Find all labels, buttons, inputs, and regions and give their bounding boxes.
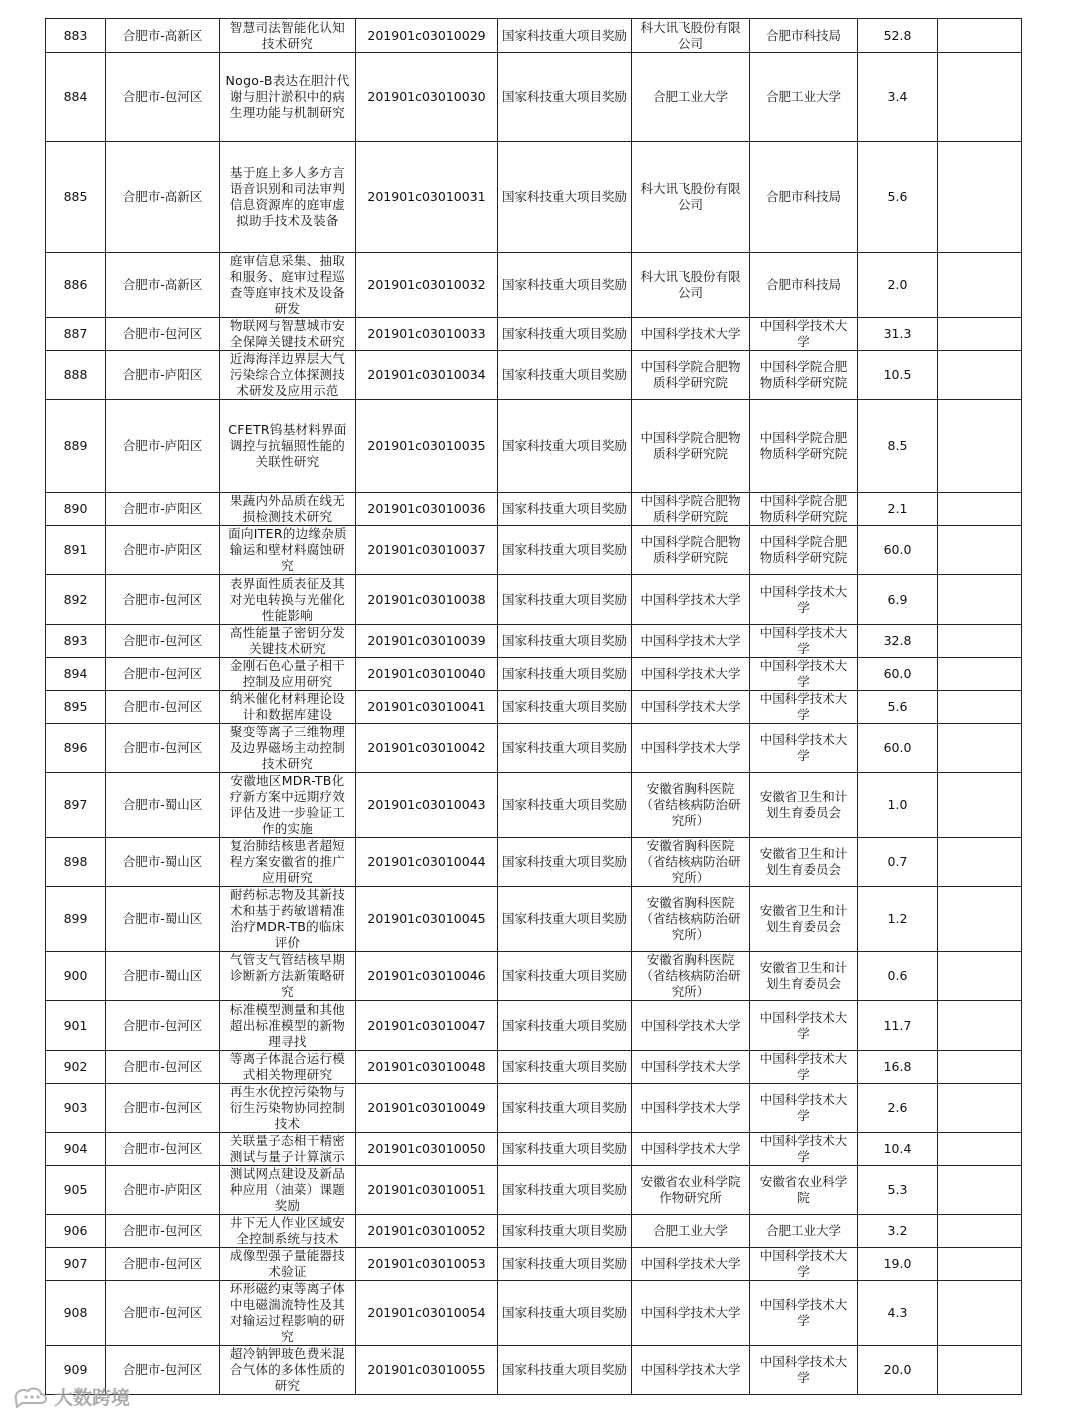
- cell-name: 面向ITER的边缘杂质输运和壁材料腐蚀研究: [220, 526, 356, 575]
- cell-award-type: 国家科技重大项目奖励: [498, 887, 632, 952]
- table-row: [46, 351, 1022, 400]
- cell-award-type: 国家科技重大项目奖励: [498, 19, 632, 53]
- cell-code: 201901c03010033: [356, 318, 498, 351]
- cell-blank: [938, 1133, 1022, 1166]
- cell-code: 201901c03010050: [356, 1133, 498, 1166]
- cell-dept: 中国科学院合肥物质科学研究院: [750, 493, 858, 526]
- cell-unit: 科大讯飞股份有限公司: [632, 19, 750, 53]
- cell-code: 201901c03010041: [356, 691, 498, 724]
- cell-unit: 安徽省胸科医院（省结核病防治研究所）: [632, 952, 750, 1001]
- cell-amount: 6.9: [858, 575, 938, 625]
- cell-region: 合肥市-高新区: [106, 253, 220, 318]
- cell-award-type: 国家科技重大项目奖励: [498, 691, 632, 724]
- cell-award-type: 国家科技重大项目奖励: [498, 1084, 632, 1133]
- cell-dept: 中国科学技术大学: [750, 318, 858, 351]
- cell-award-type: 国家科技重大项目奖励: [498, 1133, 632, 1166]
- cell-region: 合肥市-包河区: [106, 318, 220, 351]
- table-row: [46, 625, 1022, 658]
- cell-blank: [938, 1248, 1022, 1281]
- cell-blank: [938, 318, 1022, 351]
- cell-name: 物联网与智慧城市安全保障关键技术研究: [220, 318, 356, 351]
- cell-unit: 中国科学技术大学: [632, 318, 750, 351]
- cell-name: 智慧司法智能化认知技术研究: [220, 19, 356, 53]
- cell-code: 201901c03010035: [356, 400, 498, 493]
- cell-award-type: 国家科技重大项目奖励: [498, 526, 632, 575]
- cell-code: 201901c03010034: [356, 351, 498, 400]
- cell-code: 201901c03010055: [356, 1346, 498, 1395]
- cell-award-type: 国家科技重大项目奖励: [498, 625, 632, 658]
- cell-region: 合肥市-庐阳区: [106, 1166, 220, 1215]
- cell-name: Nogo-B表达在胆汁代谢与胆汁淤积中的病生理功能与机制研究: [220, 53, 356, 142]
- cell-dept: 中国科学技术大学: [750, 1346, 858, 1395]
- cell-no: 883: [46, 19, 106, 53]
- cell-name: 安徽地区MDR-TB化疗新方案中远期疗效评估及进一步验证工作的实施: [220, 773, 356, 838]
- cell-name: 成像型强子量能器技术验证: [220, 1248, 356, 1281]
- cell-unit: 中国科学技术大学: [632, 1133, 750, 1166]
- cell-amount: 31.3: [858, 318, 938, 351]
- table-row: [46, 493, 1022, 526]
- cell-blank: [938, 838, 1022, 887]
- cell-name: 复治肺结核患者超短程方案安徽省的推广应用研究: [220, 838, 356, 887]
- cell-region: 合肥市-庐阳区: [106, 493, 220, 526]
- cell-code: 201901c03010042: [356, 724, 498, 773]
- cell-dept: 安徽省农业科学院: [750, 1166, 858, 1215]
- cell-award-type: 国家科技重大项目奖励: [498, 1248, 632, 1281]
- cell-code: 201901c03010054: [356, 1281, 498, 1346]
- cell-region: 合肥市-蜀山区: [106, 952, 220, 1001]
- cell-region: 合肥市-庐阳区: [106, 400, 220, 493]
- cell-name: CFETR钨基材料界面调控与抗辐照性能的关联性研究: [220, 400, 356, 493]
- cell-name: 果蔬内外品质在线无损检测技术研究: [220, 493, 356, 526]
- cell-no: 896: [46, 724, 106, 773]
- cell-unit: 中国科学技术大学: [632, 1281, 750, 1346]
- cell-code: 201901c03010045: [356, 887, 498, 952]
- cell-region: 合肥市-高新区: [106, 142, 220, 253]
- cell-name: 测试网点建设及新品种应用（油菜）课题奖励: [220, 1166, 356, 1215]
- cell-blank: [938, 142, 1022, 253]
- cell-name: 环形磁约束等离子体中电磁湍流特性及其对输运过程影响的研究: [220, 1281, 356, 1346]
- cell-blank: [938, 773, 1022, 838]
- cell-amount: 60.0: [858, 658, 938, 691]
- cell-blank: [938, 1001, 1022, 1051]
- cell-unit: 中国科学技术大学: [632, 1051, 750, 1084]
- cell-region: 合肥市-包河区: [106, 1281, 220, 1346]
- cell-award-type: 国家科技重大项目奖励: [498, 493, 632, 526]
- cell-unit: 中国科学技术大学: [632, 724, 750, 773]
- cell-award-type: 国家科技重大项目奖励: [498, 1346, 632, 1395]
- cell-unit: 安徽省胸科医院（省结核病防治研究所）: [632, 838, 750, 887]
- cell-code: 201901c03010051: [356, 1166, 498, 1215]
- cell-dept: 安徽省卫生和计划生育委员会: [750, 952, 858, 1001]
- cell-code: 201901c03010031: [356, 142, 498, 253]
- cell-region: 合肥市-蜀山区: [106, 773, 220, 838]
- cell-code: 201901c03010049: [356, 1084, 498, 1133]
- cell-no: 898: [46, 838, 106, 887]
- cell-blank: [938, 526, 1022, 575]
- cell-code: 201901c03010048: [356, 1051, 498, 1084]
- table-body: [46, 19, 1022, 1395]
- cell-award-type: 国家科技重大项目奖励: [498, 351, 632, 400]
- cell-dept: 安徽省卫生和计划生育委员会: [750, 773, 858, 838]
- cell-unit: 安徽省农业科学院作物研究所: [632, 1166, 750, 1215]
- cell-dept: 中国科学技术大学: [750, 658, 858, 691]
- cell-no: 892: [46, 575, 106, 625]
- cell-name: 金刚石色心量子相干控制及应用研究: [220, 658, 356, 691]
- cell-unit: 中国科学技术大学: [632, 575, 750, 625]
- cell-blank: [938, 19, 1022, 53]
- cell-amount: 2.6: [858, 1084, 938, 1133]
- cell-code: 201901c03010039: [356, 625, 498, 658]
- cell-award-type: 国家科技重大项目奖励: [498, 253, 632, 318]
- cell-code: 201901c03010029: [356, 19, 498, 53]
- cell-amount: 5.3: [858, 1166, 938, 1215]
- cell-no: 897: [46, 773, 106, 838]
- cell-name: 等离子体混合运行模式相关物理研究: [220, 1051, 356, 1084]
- watermark: [12, 1383, 130, 1410]
- cell-blank: [938, 1215, 1022, 1248]
- cell-code: 201901c03010030: [356, 53, 498, 142]
- cell-dept: 中国科学院合肥物质科学研究院: [750, 400, 858, 493]
- table-row: [46, 1166, 1022, 1215]
- cell-dept: 中国科学技术大学: [750, 575, 858, 625]
- cell-no: 886: [46, 253, 106, 318]
- cell-dept: 合肥市科技局: [750, 142, 858, 253]
- bubble-logo-icon: [12, 1386, 50, 1408]
- cell-award-type: 国家科技重大项目奖励: [498, 838, 632, 887]
- cell-dept: 中国科学院合肥物质科学研究院: [750, 351, 858, 400]
- table-row: [46, 724, 1022, 773]
- cell-region: 合肥市-庐阳区: [106, 351, 220, 400]
- cell-award-type: 国家科技重大项目奖励: [498, 318, 632, 351]
- cell-amount: 60.0: [858, 724, 938, 773]
- cell-unit: 中国科学技术大学: [632, 658, 750, 691]
- cell-no: 895: [46, 691, 106, 724]
- cell-no: 908: [46, 1281, 106, 1346]
- cell-unit: 中国科学院合肥物质科学研究院: [632, 351, 750, 400]
- cell-amount: 32.8: [858, 625, 938, 658]
- cell-amount: 10.5: [858, 351, 938, 400]
- cell-unit: 中国科学院合肥物质科学研究院: [632, 526, 750, 575]
- cell-code: 201901c03010036: [356, 493, 498, 526]
- table-row: [46, 838, 1022, 887]
- cell-blank: [938, 724, 1022, 773]
- cell-unit: 中国科学技术大学: [632, 1248, 750, 1281]
- cell-no: 904: [46, 1133, 106, 1166]
- table-row: [46, 19, 1022, 53]
- table-row: [46, 1084, 1022, 1133]
- cell-dept: 合肥市科技局: [750, 19, 858, 53]
- cell-region: 合肥市-包河区: [106, 1084, 220, 1133]
- cell-amount: 1.2: [858, 887, 938, 952]
- cell-dept: 安徽省卫生和计划生育委员会: [750, 838, 858, 887]
- cell-award-type: 国家科技重大项目奖励: [498, 1281, 632, 1346]
- cell-award-type: 国家科技重大项目奖励: [498, 658, 632, 691]
- cell-code: 201901c03010046: [356, 952, 498, 1001]
- cell-dept: 中国科学技术大学: [750, 1084, 858, 1133]
- cell-region: 合肥市-包河区: [106, 1248, 220, 1281]
- cell-amount: 2.1: [858, 493, 938, 526]
- cell-unit: 中国科学技术大学: [632, 625, 750, 658]
- cell-dept: 中国科学技术大学: [750, 1133, 858, 1166]
- cell-code: 201901c03010040: [356, 658, 498, 691]
- cell-blank: [938, 691, 1022, 724]
- cell-amount: 19.0: [858, 1248, 938, 1281]
- cell-dept: 中国科学技术大学: [750, 691, 858, 724]
- cell-name: 气管支气管结核早期诊断新方法新策略研究: [220, 952, 356, 1001]
- cell-code: 201901c03010053: [356, 1248, 498, 1281]
- cell-amount: 2.0: [858, 253, 938, 318]
- cell-blank: [938, 1281, 1022, 1346]
- cell-dept: 中国科学技术大学: [750, 1281, 858, 1346]
- cell-award-type: 国家科技重大项目奖励: [498, 1051, 632, 1084]
- award-table: [45, 18, 1022, 1395]
- cell-name: 标准模型测量和其他超出标准模型的新物理寻找: [220, 1001, 356, 1051]
- cell-no: 909: [46, 1346, 106, 1395]
- cell-blank: [938, 400, 1022, 493]
- cell-code: 201901c03010044: [356, 838, 498, 887]
- cell-amount: 11.7: [858, 1001, 938, 1051]
- cell-code: 201901c03010043: [356, 773, 498, 838]
- cell-dept: 中国科学技术大学: [750, 625, 858, 658]
- cell-no: 905: [46, 1166, 106, 1215]
- table-row: [46, 400, 1022, 493]
- cell-blank: [938, 53, 1022, 142]
- cell-no: 891: [46, 526, 106, 575]
- cell-amount: 16.8: [858, 1051, 938, 1084]
- cell-blank: [938, 1346, 1022, 1395]
- cell-no: 902: [46, 1051, 106, 1084]
- cell-name: 再生水优控污染物与衍生污染物协同控制技术: [220, 1084, 356, 1133]
- cell-region: 合肥市-包河区: [106, 724, 220, 773]
- cell-no: 903: [46, 1084, 106, 1133]
- cell-unit: 中国科学技术大学: [632, 691, 750, 724]
- cell-name: 纳米催化材料理论设计和数据库建设: [220, 691, 356, 724]
- cell-blank: [938, 1084, 1022, 1133]
- table-row: [46, 1001, 1022, 1051]
- cell-code: 201901c03010052: [356, 1215, 498, 1248]
- table-row: [46, 773, 1022, 838]
- cell-dept: 合肥市科技局: [750, 253, 858, 318]
- cell-amount: 0.7: [858, 838, 938, 887]
- cell-amount: 3.4: [858, 53, 938, 142]
- cell-award-type: 国家科技重大项目奖励: [498, 53, 632, 142]
- cell-name: 井下无人作业区域安全控制系统与技术: [220, 1215, 356, 1248]
- table-row: [46, 53, 1022, 142]
- cell-no: 900: [46, 952, 106, 1001]
- cell-award-type: 国家科技重大项目奖励: [498, 575, 632, 625]
- table-row: [46, 952, 1022, 1001]
- cell-region: 合肥市-包河区: [106, 691, 220, 724]
- table-row: [46, 658, 1022, 691]
- cell-no: 899: [46, 887, 106, 952]
- cell-no: 890: [46, 493, 106, 526]
- cell-name: 聚变等离子三维物理及边界磁场主动控制技术研究: [220, 724, 356, 773]
- cell-region: 合肥市-包河区: [106, 1001, 220, 1051]
- cell-blank: [938, 658, 1022, 691]
- table-row: [46, 1248, 1022, 1281]
- cell-dept: 合肥工业大学: [750, 1215, 858, 1248]
- cell-region: 合肥市-包河区: [106, 1215, 220, 1248]
- cell-blank: [938, 1166, 1022, 1215]
- cell-no: 894: [46, 658, 106, 691]
- cell-blank: [938, 253, 1022, 318]
- cell-name: 超冷钠钾玻色费米混合气体的多体性质的研究: [220, 1346, 356, 1395]
- cell-unit: 安徽省胸科医院（省结核病防治研究所）: [632, 887, 750, 952]
- cell-amount: 5.6: [858, 142, 938, 253]
- cell-region: 合肥市-包河区: [106, 1051, 220, 1084]
- table-row: [46, 1346, 1022, 1395]
- cell-dept: 中国科学技术大学: [750, 724, 858, 773]
- table-row: [46, 253, 1022, 318]
- cell-award-type: 国家科技重大项目奖励: [498, 1166, 632, 1215]
- cell-name: 表界面性质表征及其对光电转换与光催化性能影响: [220, 575, 356, 625]
- cell-unit: 科大讯飞股份有限公司: [632, 253, 750, 318]
- cell-award-type: 国家科技重大项目奖励: [498, 142, 632, 253]
- cell-award-type: 国家科技重大项目奖励: [498, 400, 632, 493]
- cell-unit: 安徽省胸科医院（省结核病防治研究所）: [632, 773, 750, 838]
- table-row: [46, 691, 1022, 724]
- cell-name: 基于庭上多人多方言语音识别和司法审判信息资源库的庭审虚拟助手技术及装备: [220, 142, 356, 253]
- cell-blank: [938, 1051, 1022, 1084]
- cell-award-type: 国家科技重大项目奖励: [498, 773, 632, 838]
- cell-no: 889: [46, 400, 106, 493]
- cell-no: 888: [46, 351, 106, 400]
- cell-amount: 10.4: [858, 1133, 938, 1166]
- cell-amount: 20.0: [858, 1346, 938, 1395]
- table-row: [46, 1281, 1022, 1346]
- cell-no: 893: [46, 625, 106, 658]
- cell-region: 合肥市-庐阳区: [106, 526, 220, 575]
- cell-dept: 中国科学技术大学: [750, 1051, 858, 1084]
- table-row: [46, 526, 1022, 575]
- table-row: [46, 575, 1022, 625]
- cell-dept: 中国科学技术大学: [750, 1248, 858, 1281]
- cell-region: 合肥市-蜀山区: [106, 887, 220, 952]
- cell-region: 合肥市-包河区: [106, 625, 220, 658]
- cell-blank: [938, 493, 1022, 526]
- cell-code: 201901c03010032: [356, 253, 498, 318]
- cell-no: 907: [46, 1248, 106, 1281]
- cell-unit: 合肥工业大学: [632, 53, 750, 142]
- cell-amount: 5.6: [858, 691, 938, 724]
- cell-region: 合肥市-高新区: [106, 19, 220, 53]
- cell-name: 关联量子态相干精密测试与量子计算演示: [220, 1133, 356, 1166]
- cell-code: 201901c03010037: [356, 526, 498, 575]
- cell-amount: 8.5: [858, 400, 938, 493]
- cell-blank: [938, 952, 1022, 1001]
- cell-dept: 中国科学院合肥物质科学研究院: [750, 526, 858, 575]
- table-row: [46, 1133, 1022, 1166]
- cell-dept: 中国科学技术大学: [750, 1001, 858, 1051]
- cell-dept: 合肥工业大学: [750, 53, 858, 142]
- cell-unit: 中国科学院合肥物质科学研究院: [632, 400, 750, 493]
- table-row: [46, 142, 1022, 253]
- cell-award-type: 国家科技重大项目奖励: [498, 952, 632, 1001]
- table-row: [46, 318, 1022, 351]
- cell-name: 高性能量子密钥分发关键技术研究: [220, 625, 356, 658]
- table-row: [46, 1051, 1022, 1084]
- cell-name: 耐药标志物及其新技术和基于药敏谱精准治疗MDR-TB的临床评价: [220, 887, 356, 952]
- cell-amount: 1.0: [858, 773, 938, 838]
- table-row: [46, 887, 1022, 952]
- cell-amount: 0.6: [858, 952, 938, 1001]
- cell-unit: 中国科学院合肥物质科学研究院: [632, 493, 750, 526]
- cell-region: 合肥市-包河区: [106, 658, 220, 691]
- watermark-text: 大数跨境: [54, 1387, 131, 1409]
- cell-no: 901: [46, 1001, 106, 1051]
- cell-unit: 中国科学技术大学: [632, 1001, 750, 1051]
- cell-unit: 科大讯飞股份有限公司: [632, 142, 750, 253]
- cell-name: 庭审信息采集、抽取和服务、庭审过程巡查等庭审技术及设备研发: [220, 253, 356, 318]
- cell-amount: 52.8: [858, 19, 938, 53]
- cell-region: 合肥市-包河区: [106, 1133, 220, 1166]
- cell-code: 201901c03010038: [356, 575, 498, 625]
- cell-region: 合肥市-包河区: [106, 575, 220, 625]
- cell-no: 906: [46, 1215, 106, 1248]
- table-row: [46, 1215, 1022, 1248]
- cell-blank: [938, 575, 1022, 625]
- cell-award-type: 国家科技重大项目奖励: [498, 1215, 632, 1248]
- cell-unit: 合肥工业大学: [632, 1215, 750, 1248]
- cell-blank: [938, 351, 1022, 400]
- cell-amount: 4.3: [858, 1281, 938, 1346]
- cell-award-type: 国家科技重大项目奖励: [498, 724, 632, 773]
- cell-amount: 3.2: [858, 1215, 938, 1248]
- cell-no: 885: [46, 142, 106, 253]
- cell-blank: [938, 887, 1022, 952]
- cell-unit: 中国科学技术大学: [632, 1346, 750, 1395]
- cell-no: 887: [46, 318, 106, 351]
- cell-region: 合肥市-包河区: [106, 53, 220, 142]
- cell-code: 201901c03010047: [356, 1001, 498, 1051]
- cell-award-type: 国家科技重大项目奖励: [498, 1001, 632, 1051]
- cell-blank: [938, 625, 1022, 658]
- cell-amount: 60.0: [858, 526, 938, 575]
- cell-name: 近海海洋边界层大气污染综合立体探测技术研发及应用示范: [220, 351, 356, 400]
- cell-no: 884: [46, 53, 106, 142]
- cell-unit: 中国科学技术大学: [632, 1084, 750, 1133]
- cell-region: 合肥市-蜀山区: [106, 838, 220, 887]
- cell-region: 合肥市-包河区: [106, 1346, 220, 1395]
- cell-dept: 安徽省卫生和计划生育委员会: [750, 887, 858, 952]
